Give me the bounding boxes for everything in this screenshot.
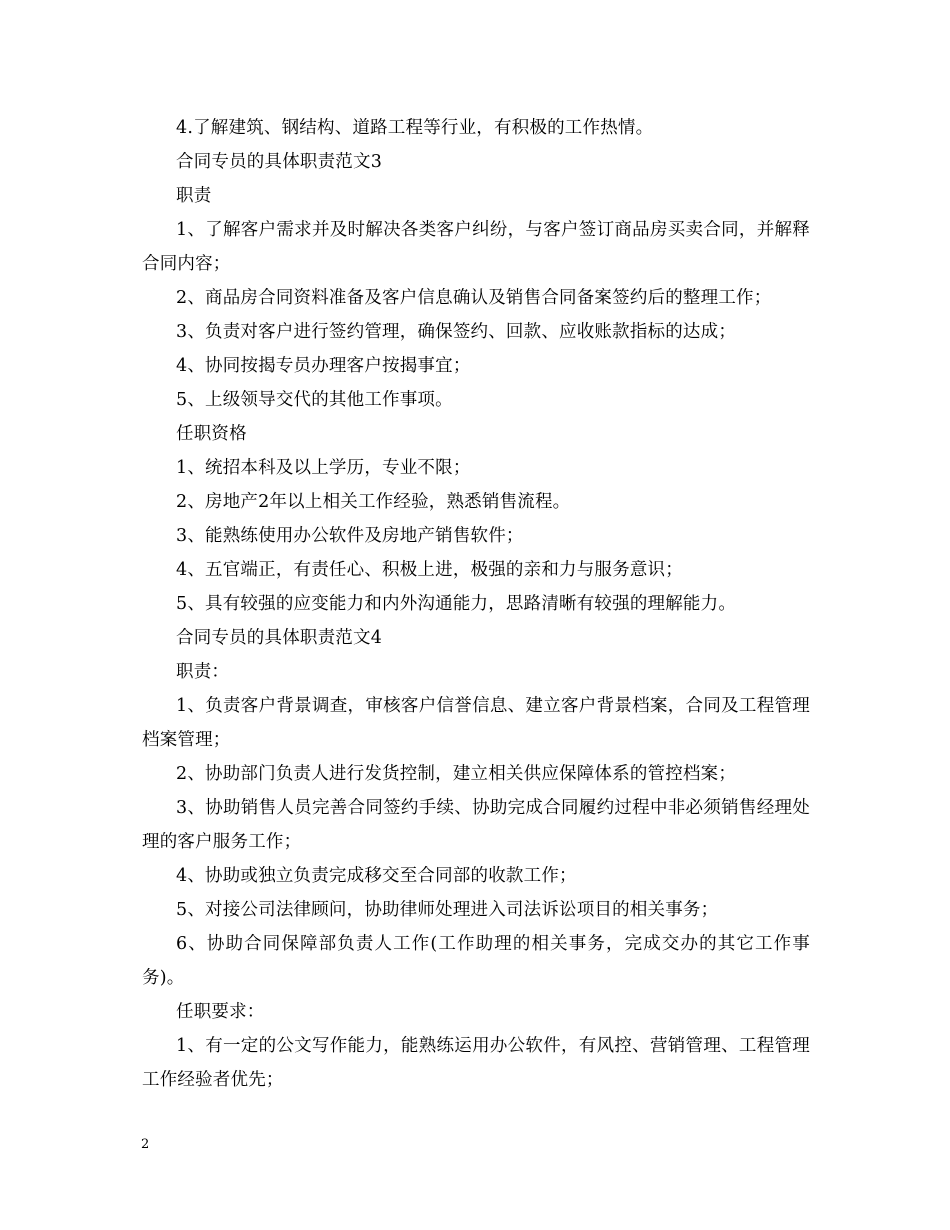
document-body	[142, 111, 810, 1097]
paragraph: 1、负责客户背景调查，审核客户信誉信息、建立客户背景档案，合同及工程管理档案管理；	[142, 696, 810, 750]
subheading: 职责：	[176, 662, 230, 682]
paragraph: 1、统招本科及以上学历，专业不限；	[176, 458, 471, 478]
paragraph: 3、能熟练使用办公软件及房地产销售软件；	[176, 526, 524, 546]
paragraph: 2、商品房合同资料准备及客户信息确认及销售合同备案签约后的整理工作；	[176, 288, 772, 308]
paragraph: 2、协助部门负责人进行发货控制，建立相关供应保障体系的管控档案；	[176, 764, 737, 784]
subheading: 任职资格	[176, 424, 247, 444]
paragraph: 1、有一定的公文写作能力，能熟练运用办公软件，有风控、营销管理、工程管理工作经验者优先；	[142, 1036, 810, 1090]
paragraph: 3、协助销售人员完善合同签约手续、协助完成合同履约过程中非必须销售经理处理的客户服务工作；	[142, 798, 810, 852]
page-number: 2	[141, 1137, 150, 1152]
paragraph: 5、具有较强的应变能力和内外沟通能力，思路清晰有较强的理解能力。	[176, 594, 737, 614]
paragraph: 6、协助合同保障部负责人工作(工作助理的相关事务，完成交办的其它工作事务)。	[142, 934, 810, 988]
paragraph: 5、上级领导交代的其他工作事项。	[176, 390, 453, 410]
subheading: 任职要求：	[176, 1002, 265, 1022]
section-heading: 合同专员的具体职责范文4	[176, 628, 383, 648]
subheading: 职责	[176, 186, 212, 206]
paragraph: 2、房地产2年以上相关工作经验，熟悉销售流程。	[176, 492, 571, 512]
paragraph: 3、负责对客户进行签约管理，确保签约、回款、应收账款指标的达成；	[176, 322, 737, 342]
paragraph: 1、了解客户需求并及时解决各类客户纠纷，与客户签订商品房买卖合同，并解释合同内容；	[142, 220, 810, 274]
paragraph: 4.了解建筑、钢结构、道路工程等行业，有积极的工作热情。	[176, 118, 654, 138]
paragraph: 4、协助或独立负责完成移交至合同部的收款工作；	[176, 866, 577, 886]
paragraph: 4、五官端正，有责任心、积极上进，极强的亲和力与服务意识；	[176, 560, 683, 580]
paragraph: 5、对接公司法律顾问，协助律师处理进入司法诉讼项目的相关事务；	[176, 900, 719, 920]
paragraph: 4、协同按揭专员办理客户按揭事宜；	[176, 356, 471, 376]
section-heading: 合同专员的具体职责范文3	[176, 152, 383, 172]
